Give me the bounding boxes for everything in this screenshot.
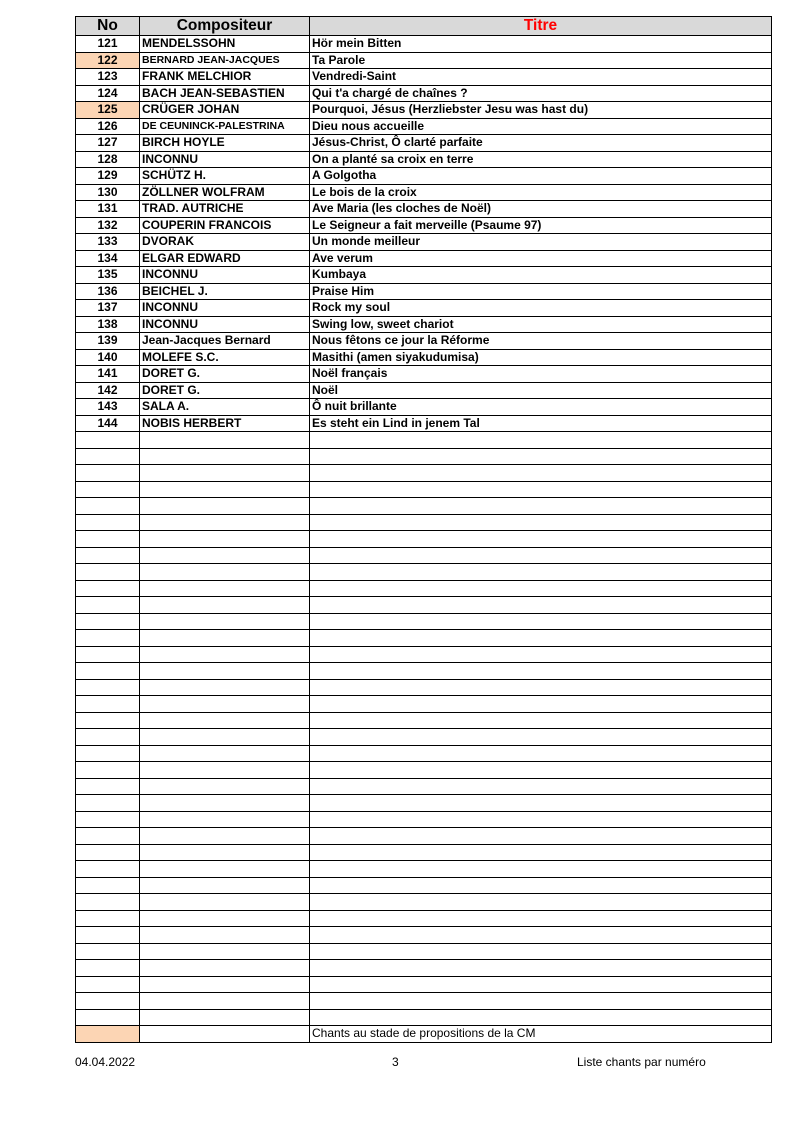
empty-title-cell (310, 927, 772, 944)
song-composer: ZÖLLNER WOLFRAM (140, 184, 310, 201)
empty-number-cell (76, 498, 140, 515)
empty-title-cell (310, 976, 772, 993)
legend-spacer-cell (140, 1026, 310, 1043)
empty-composer-cell (140, 630, 310, 647)
empty-title-cell (310, 481, 772, 498)
empty-row (76, 547, 772, 564)
song-table (75, 16, 772, 1043)
table-row (76, 135, 772, 152)
empty-composer-cell (140, 927, 310, 944)
empty-title-cell (310, 547, 772, 564)
empty-composer-cell (140, 1009, 310, 1026)
table-row (76, 250, 772, 267)
empty-composer-cell (140, 432, 310, 449)
table-row (76, 184, 772, 201)
empty-title-cell (310, 679, 772, 696)
empty-title-cell (310, 696, 772, 713)
song-number: 144 (76, 415, 140, 432)
empty-title-cell (310, 745, 772, 762)
empty-number-cell (76, 811, 140, 828)
table-row (76, 118, 772, 135)
empty-row (76, 910, 772, 927)
song-composer: MENDELSSOHN (140, 36, 310, 53)
song-composer: CRÜGER JOHAN (140, 102, 310, 119)
empty-row (76, 811, 772, 828)
empty-composer-cell (140, 448, 310, 465)
empty-composer-cell (140, 811, 310, 828)
song-title: Le Seigneur a fait merveille (Psaume 97) (310, 217, 772, 234)
empty-composer-cell (140, 910, 310, 927)
table-row (76, 349, 772, 366)
empty-title-cell (310, 729, 772, 746)
empty-number-cell (76, 828, 140, 845)
empty-composer-cell (140, 762, 310, 779)
empty-number-cell (76, 448, 140, 465)
song-number: 143 (76, 399, 140, 416)
empty-composer-cell (140, 514, 310, 531)
table-row (76, 217, 772, 234)
table-row (76, 333, 772, 350)
empty-row (76, 745, 772, 762)
legend-text: Chants au stade de propositions de la CM (310, 1026, 772, 1043)
song-title: Ave verum (310, 250, 772, 267)
empty-row (76, 844, 772, 861)
song-title: Noël français (310, 366, 772, 383)
empty-title-cell (310, 465, 772, 482)
song-composer: DVORAK (140, 234, 310, 251)
empty-number-cell (76, 646, 140, 663)
empty-title-cell (310, 663, 772, 680)
table-row (76, 85, 772, 102)
empty-row (76, 448, 772, 465)
header-row (76, 17, 772, 36)
empty-number-cell (76, 580, 140, 597)
song-number: 137 (76, 300, 140, 317)
song-title: A Golgotha (310, 168, 772, 185)
song-composer: SALA A. (140, 399, 310, 416)
song-number: 124 (76, 85, 140, 102)
empty-composer-cell (140, 795, 310, 812)
empty-row (76, 531, 772, 548)
table-row (76, 234, 772, 251)
empty-number-cell (76, 696, 140, 713)
empty-title-cell (310, 894, 772, 911)
song-composer: DORET G. (140, 366, 310, 383)
table-row (76, 300, 772, 317)
empty-composer-cell (140, 465, 310, 482)
empty-composer-cell (140, 712, 310, 729)
song-number: 123 (76, 69, 140, 86)
table-row (76, 382, 772, 399)
empty-row (76, 646, 772, 663)
empty-composer-cell (140, 729, 310, 746)
song-composer: SCHÜTZ H. (140, 168, 310, 185)
footer-date: 04.04.2022 (75, 1055, 136, 1069)
table-row (76, 52, 772, 69)
song-composer: INCONNU (140, 267, 310, 284)
song-title: Qui t'a chargé de chaînes ? (310, 85, 772, 102)
empty-number-cell (76, 481, 140, 498)
song-title: Nous fêtons ce jour la Réforme (310, 333, 772, 350)
empty-title-cell (310, 960, 772, 977)
empty-row (76, 894, 772, 911)
empty-row (76, 514, 772, 531)
song-list-sheet (75, 16, 771, 1043)
song-composer: INCONNU (140, 316, 310, 333)
song-composer: ELGAR EDWARD (140, 250, 310, 267)
empty-number-cell (76, 613, 140, 630)
empty-title-cell (310, 778, 772, 795)
song-title: Swing low, sweet chariot (310, 316, 772, 333)
song-title: Jésus-Christ, Ô clarté parfaite (310, 135, 772, 152)
empty-row (76, 613, 772, 630)
table-row (76, 283, 772, 300)
song-number: 131 (76, 201, 140, 218)
empty-composer-cell (140, 778, 310, 795)
empty-row (76, 960, 772, 977)
empty-number-cell (76, 465, 140, 482)
header-no: No (76, 17, 140, 36)
empty-row (76, 1009, 772, 1026)
empty-title-cell (310, 712, 772, 729)
song-number: 129 (76, 168, 140, 185)
song-title: Kumbaya (310, 267, 772, 284)
footer-document-title: Liste chants par numéro (577, 1055, 706, 1069)
table-row (76, 36, 772, 53)
song-title: Un monde meilleur (310, 234, 772, 251)
empty-row (76, 976, 772, 993)
table-row (76, 69, 772, 86)
table-row (76, 316, 772, 333)
song-number: 134 (76, 250, 140, 267)
empty-number-cell (76, 861, 140, 878)
song-title: Es steht ein Lind in jenem Tal (310, 415, 772, 432)
empty-row (76, 564, 772, 581)
empty-number-cell (76, 514, 140, 531)
song-title: Vendredi-Saint (310, 69, 772, 86)
song-number: 139 (76, 333, 140, 350)
song-composer: Jean-Jacques Bernard (140, 333, 310, 350)
empty-number-cell (76, 729, 140, 746)
empty-row (76, 630, 772, 647)
empty-number-cell (76, 795, 140, 812)
empty-number-cell (76, 778, 140, 795)
empty-title-cell (310, 943, 772, 960)
empty-title-cell (310, 811, 772, 828)
empty-composer-cell (140, 597, 310, 614)
empty-composer-cell (140, 679, 310, 696)
song-title: Praise Him (310, 283, 772, 300)
table-row (76, 267, 772, 284)
empty-number-cell (76, 679, 140, 696)
empty-composer-cell (140, 646, 310, 663)
empty-row (76, 580, 772, 597)
song-number: 125 (76, 102, 140, 119)
song-composer: DORET G. (140, 382, 310, 399)
empty-row (76, 778, 772, 795)
empty-row (76, 663, 772, 680)
song-composer: FRANK MELCHIOR (140, 69, 310, 86)
empty-title-cell (310, 795, 772, 812)
empty-number-cell (76, 960, 140, 977)
song-number: 141 (76, 366, 140, 383)
empty-title-cell (310, 448, 772, 465)
song-number: 135 (76, 267, 140, 284)
empty-row (76, 696, 772, 713)
song-number: 127 (76, 135, 140, 152)
empty-title-cell (310, 828, 772, 845)
empty-number-cell (76, 663, 140, 680)
song-composer: INCONNU (140, 151, 310, 168)
empty-title-cell (310, 613, 772, 630)
table-row (76, 168, 772, 185)
empty-row (76, 729, 772, 746)
empty-composer-cell (140, 993, 310, 1010)
song-table-body (76, 36, 772, 1043)
song-title: Pourquoi, Jésus (Herzliebster Jesu was hast du) (310, 102, 772, 119)
empty-composer-cell (140, 663, 310, 680)
empty-number-cell (76, 943, 140, 960)
empty-title-cell (310, 597, 772, 614)
empty-title-cell (310, 630, 772, 647)
empty-composer-cell (140, 564, 310, 581)
empty-composer-cell (140, 547, 310, 564)
empty-row (76, 597, 772, 614)
empty-number-cell (76, 630, 140, 647)
empty-row (76, 828, 772, 845)
empty-composer-cell (140, 580, 310, 597)
empty-row (76, 498, 772, 515)
empty-title-cell (310, 432, 772, 449)
song-number: 122 (76, 52, 140, 69)
empty-composer-cell (140, 943, 310, 960)
song-composer: BEICHEL J. (140, 283, 310, 300)
song-title: Le bois de la croix (310, 184, 772, 201)
song-composer: TRAD. AUTRICHE (140, 201, 310, 218)
footer-page-number: 3 (392, 1055, 399, 1069)
empty-row (76, 679, 772, 696)
empty-title-cell (310, 861, 772, 878)
legend-row (76, 1026, 772, 1043)
empty-title-cell (310, 993, 772, 1010)
song-title: Noël (310, 382, 772, 399)
empty-title-cell (310, 1009, 772, 1026)
empty-row (76, 877, 772, 894)
empty-row (76, 762, 772, 779)
song-title: Rock my soul (310, 300, 772, 317)
song-composer: COUPERIN FRANCOIS (140, 217, 310, 234)
song-composer: MOLEFE S.C. (140, 349, 310, 366)
song-number: 121 (76, 36, 140, 53)
empty-title-cell (310, 844, 772, 861)
song-title: Dieu nous accueille (310, 118, 772, 135)
empty-composer-cell (140, 976, 310, 993)
empty-composer-cell (140, 894, 310, 911)
empty-row (76, 481, 772, 498)
empty-composer-cell (140, 498, 310, 515)
song-composer: BIRCH HOYLE (140, 135, 310, 152)
empty-title-cell (310, 646, 772, 663)
song-composer: NOBIS HERBERT (140, 415, 310, 432)
empty-number-cell (76, 993, 140, 1010)
empty-number-cell (76, 597, 140, 614)
empty-title-cell (310, 564, 772, 581)
empty-row (76, 943, 772, 960)
empty-number-cell (76, 564, 140, 581)
header-title: Titre (310, 17, 772, 36)
table-row (76, 399, 772, 416)
song-title: Ta Parole (310, 52, 772, 69)
empty-number-cell (76, 844, 140, 861)
song-title: Ave Maria (les cloches de Noël) (310, 201, 772, 218)
empty-row (76, 795, 772, 812)
empty-number-cell (76, 745, 140, 762)
song-number: 142 (76, 382, 140, 399)
empty-number-cell (76, 547, 140, 564)
empty-number-cell (76, 712, 140, 729)
song-composer: DE CEUNINCK-PALESTRINA (140, 118, 310, 135)
legend-swatch (76, 1026, 140, 1043)
song-composer: BERNARD JEAN-JACQUES (140, 52, 310, 69)
empty-number-cell (76, 762, 140, 779)
song-number: 133 (76, 234, 140, 251)
empty-number-cell (76, 894, 140, 911)
song-number: 132 (76, 217, 140, 234)
empty-title-cell (310, 580, 772, 597)
empty-composer-cell (140, 696, 310, 713)
empty-row (76, 993, 772, 1010)
empty-row (76, 712, 772, 729)
empty-title-cell (310, 514, 772, 531)
empty-title-cell (310, 910, 772, 927)
song-title: Masithi (amen siyakudumisa) (310, 349, 772, 366)
empty-composer-cell (140, 877, 310, 894)
empty-title-cell (310, 531, 772, 548)
empty-row (76, 927, 772, 944)
empty-composer-cell (140, 613, 310, 630)
empty-title-cell (310, 877, 772, 894)
empty-title-cell (310, 762, 772, 779)
song-title: Hör mein Bitten (310, 36, 772, 53)
empty-number-cell (76, 432, 140, 449)
table-row (76, 366, 772, 383)
song-composer: INCONNU (140, 300, 310, 317)
empty-title-cell (310, 498, 772, 515)
song-number: 138 (76, 316, 140, 333)
empty-row (76, 861, 772, 878)
song-number: 130 (76, 184, 140, 201)
empty-number-cell (76, 877, 140, 894)
empty-row (76, 465, 772, 482)
empty-number-cell (76, 531, 140, 548)
table-row (76, 415, 772, 432)
song-title: Ô nuit brillante (310, 399, 772, 416)
table-row (76, 151, 772, 168)
header-composer: Compositeur (140, 17, 310, 36)
empty-composer-cell (140, 844, 310, 861)
song-composer: BACH JEAN-SEBASTIEN (140, 85, 310, 102)
song-number: 128 (76, 151, 140, 168)
table-row (76, 201, 772, 218)
empty-composer-cell (140, 481, 310, 498)
song-number: 126 (76, 118, 140, 135)
empty-row (76, 432, 772, 449)
empty-number-cell (76, 976, 140, 993)
empty-composer-cell (140, 531, 310, 548)
song-number: 136 (76, 283, 140, 300)
empty-composer-cell (140, 960, 310, 977)
song-title: On a planté sa croix en terre (310, 151, 772, 168)
song-number: 140 (76, 349, 140, 366)
empty-number-cell (76, 927, 140, 944)
empty-composer-cell (140, 828, 310, 845)
empty-composer-cell (140, 745, 310, 762)
empty-number-cell (76, 1009, 140, 1026)
table-row (76, 102, 772, 119)
empty-composer-cell (140, 861, 310, 878)
empty-number-cell (76, 910, 140, 927)
